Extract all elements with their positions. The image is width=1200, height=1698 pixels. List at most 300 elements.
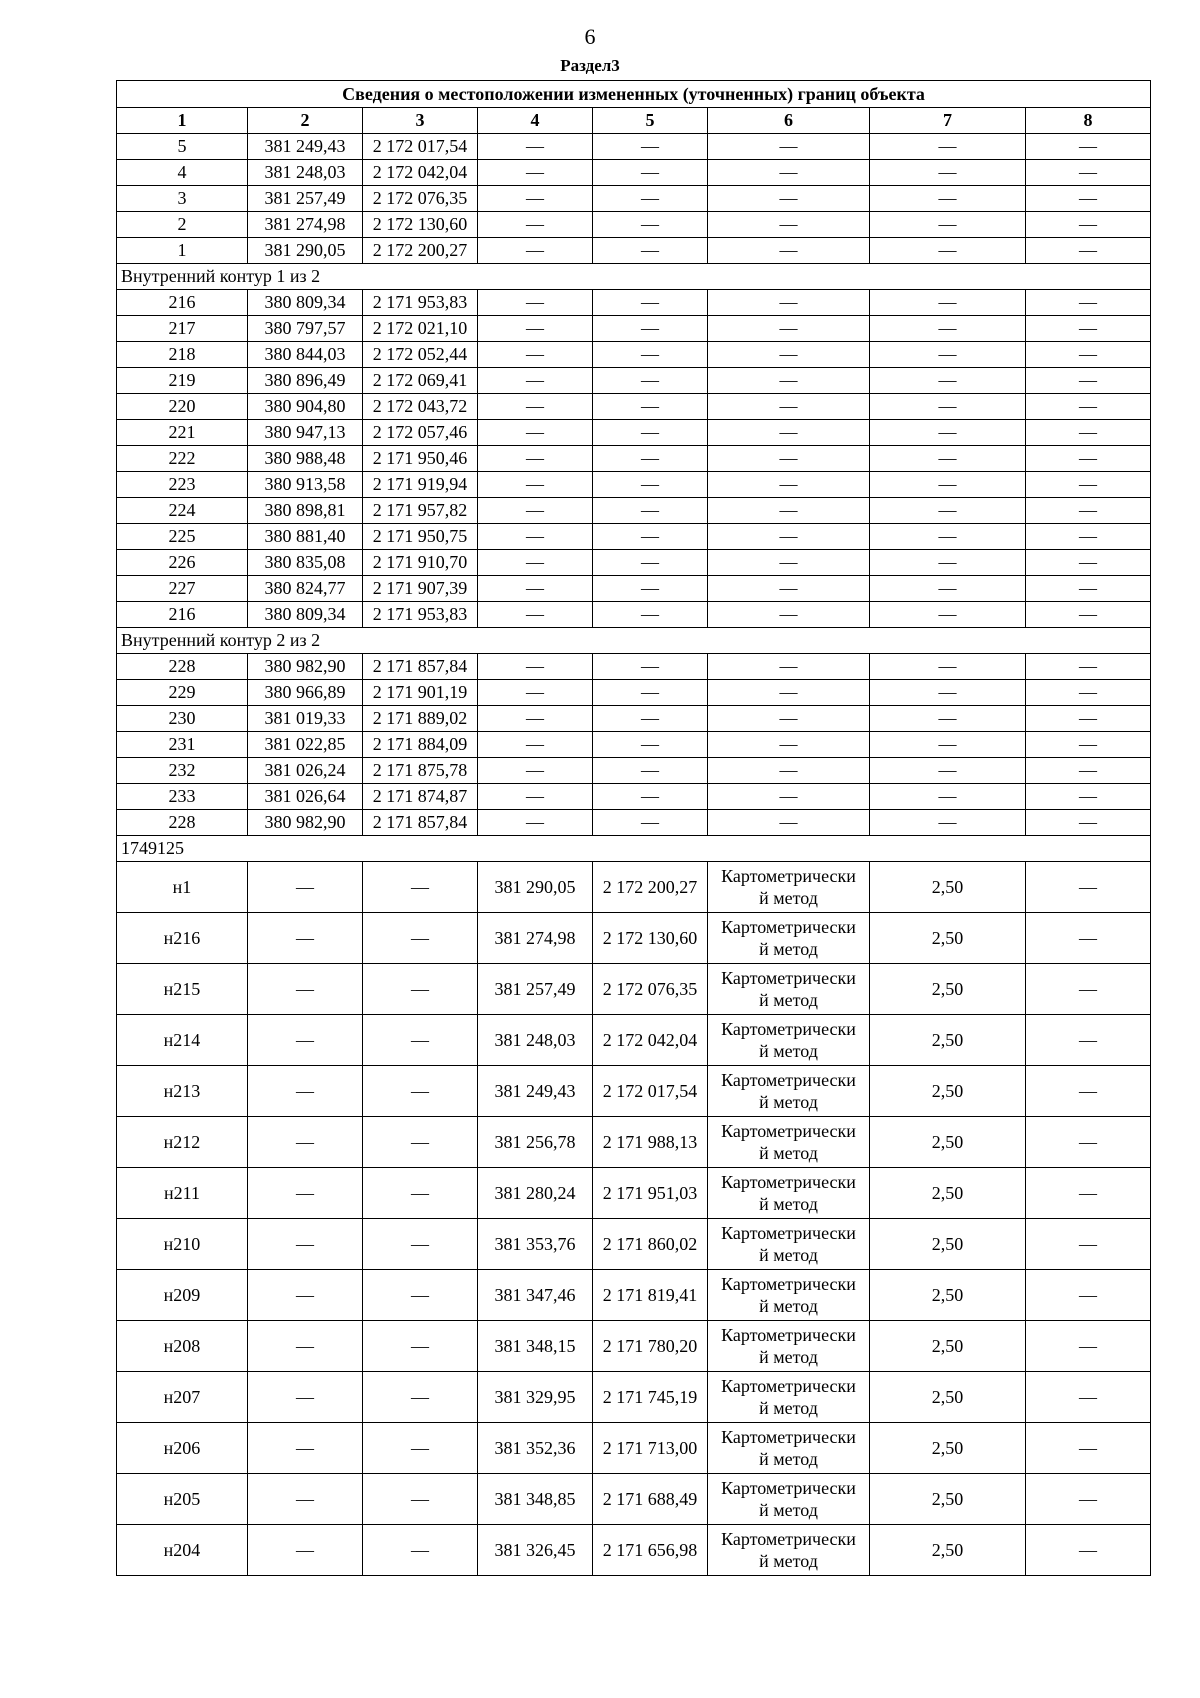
table-cell: — [478,134,593,160]
table-cell: — [248,1372,363,1423]
table-cell: — [870,654,1026,680]
table-caption: Сведения о местоположении измененных (уточненных) границ объекта [117,81,1151,108]
table-cell: 380 904,80 [248,394,363,420]
table-cell: — [708,134,870,160]
table-cell: 2,50 [870,1474,1026,1525]
table-cell: — [870,732,1026,758]
table-cell: 380 824,77 [248,576,363,602]
table-cell: — [1026,368,1151,394]
table-cell: 2 171 745,19 [593,1372,708,1423]
table-cell: — [708,342,870,368]
table-cell: — [248,1423,363,1474]
table-cell: 223 [117,472,248,498]
table-cell: — [363,1270,478,1321]
section-title: Раздел3 [560,56,620,75]
table-cell: — [870,394,1026,420]
table-cell: 1 [117,238,248,264]
table-cell: — [248,1066,363,1117]
table-cell: — [478,732,593,758]
table-cell: — [708,368,870,394]
contour-group-row [117,264,1151,290]
table-cell: — [1026,784,1151,810]
table-cell: — [1026,420,1151,446]
table-cell: 2 171 957,82 [363,498,478,524]
table-cell: 2 171 874,87 [363,784,478,810]
table-cell: — [708,446,870,472]
table-cell: — [1026,472,1151,498]
table-cell: — [1026,1117,1151,1168]
table-cell: 2 172 076,35 [593,964,708,1015]
table-cell: — [1026,706,1151,732]
table-cell: Картометрически й метод [708,1168,870,1219]
table-cell: — [478,446,593,472]
page-number: 6 [584,24,596,49]
table-cell: — [708,654,870,680]
table-cell: — [593,316,708,342]
table-cell: 381 256,78 [478,1117,593,1168]
table-cell: — [593,420,708,446]
table-cell: н205 [117,1474,248,1525]
column-number: 3 [363,108,478,134]
table-cell: 216 [117,602,248,628]
table-cell: 224 [117,498,248,524]
table-cell: — [708,732,870,758]
table-cell: — [1026,862,1151,913]
table-cell: — [593,654,708,680]
table-cell: — [1026,550,1151,576]
table-cell: — [478,212,593,238]
table-cell: 2 171 713,00 [593,1423,708,1474]
table-cell: — [363,964,478,1015]
table-cell: — [478,420,593,446]
table-row [117,550,1151,576]
table-cell: — [1026,1525,1151,1576]
table-cell: 381 329,95 [478,1372,593,1423]
column-number: 8 [1026,108,1151,134]
table-cell: — [248,1168,363,1219]
table-cell: 380 809,34 [248,290,363,316]
table-cell: — [708,576,870,602]
table-cell: 2 172 042,04 [593,1015,708,1066]
table-cell: — [478,160,593,186]
table-cell: — [593,524,708,550]
table-cell: 380 966,89 [248,680,363,706]
table-row [117,1219,1151,1270]
table-cell: н206 [117,1423,248,1474]
table-cell: — [248,1321,363,1372]
table-cell: н212 [117,1117,248,1168]
table-cell: 226 [117,550,248,576]
table-cell: — [248,1270,363,1321]
table-cell: 2 [117,212,248,238]
table-cell: 217 [117,316,248,342]
table-row [117,420,1151,446]
table-cell: — [363,1066,478,1117]
table-cell: 2 171 688,49 [593,1474,708,1525]
table-cell: 380 809,34 [248,602,363,628]
table-cell: — [708,810,870,836]
table-cell: 380 947,13 [248,420,363,446]
table-caption-row [117,81,1151,108]
table-cell: — [478,654,593,680]
table-cell: — [593,732,708,758]
table-cell: — [1026,394,1151,420]
table-cell: — [593,472,708,498]
table-cell: — [1026,1168,1151,1219]
table-cell: — [1026,1321,1151,1372]
table-cell: 381 257,49 [478,964,593,1015]
table-cell: 2 171 875,78 [363,758,478,784]
table-cell: — [363,862,478,913]
table-cell: 381 347,46 [478,1270,593,1321]
table-cell: 2 172 130,60 [363,212,478,238]
table-cell: — [478,472,593,498]
table-cell: — [708,316,870,342]
table-cell: 2 172 200,27 [363,238,478,264]
table-cell: — [593,160,708,186]
table-row [117,862,1151,913]
table-cell: — [870,498,1026,524]
table-cell: — [708,212,870,238]
table-cell: 381 290,05 [248,238,363,264]
table-row [117,1525,1151,1576]
table-cell: — [1026,758,1151,784]
table-cell: — [870,602,1026,628]
table-cell: — [870,316,1026,342]
table-cell: 2,50 [870,1270,1026,1321]
table-cell: 228 [117,654,248,680]
table-cell: — [870,472,1026,498]
contour-group-row [117,628,1151,654]
table-cell: — [708,524,870,550]
table-cell: 381 248,03 [248,160,363,186]
table-cell: 2,50 [870,913,1026,964]
table-cell: 2 171 857,84 [363,810,478,836]
table-cell: — [870,238,1026,264]
table-row [117,186,1151,212]
table-cell: — [363,1372,478,1423]
table-cell: 5 [117,134,248,160]
table-cell: 381 353,76 [478,1219,593,1270]
table-cell: — [363,1474,478,1525]
table-cell: 2 172 021,10 [363,316,478,342]
contour-group-row [117,836,1151,862]
table-cell: 2,50 [870,1219,1026,1270]
table-row [117,472,1151,498]
table-row [117,654,1151,680]
table-cell: 2 171 907,39 [363,576,478,602]
table-row [117,160,1151,186]
table-cell: Картометрически й метод [708,1525,870,1576]
table-row [117,706,1151,732]
table-cell: Картометрически й метод [708,1219,870,1270]
table-cell: — [1026,602,1151,628]
table-cell: — [593,602,708,628]
table-cell: — [478,316,593,342]
table-cell: — [478,290,593,316]
table-cell: н215 [117,964,248,1015]
table-cell: 380 913,58 [248,472,363,498]
table-cell: 2,50 [870,1168,1026,1219]
table-cell: 2 171 901,19 [363,680,478,706]
table-cell: 381 290,05 [478,862,593,913]
table-cell: 2 172 069,41 [363,368,478,394]
table-cell: — [363,1423,478,1474]
table-cell: — [1026,913,1151,964]
table-cell: 380 982,90 [248,654,363,680]
table-cell: — [593,212,708,238]
table-cell: — [708,420,870,446]
table-cell: — [363,1015,478,1066]
table-row [117,134,1151,160]
table-row [117,964,1151,1015]
table-cell: — [478,498,593,524]
table-cell: 2,50 [870,964,1026,1015]
table-row [117,576,1151,602]
contour-group-label: Внутренний контур 2 из 2 [117,628,1151,654]
table-cell: — [363,1168,478,1219]
table-cell: — [708,498,870,524]
table-cell: 380 835,08 [248,550,363,576]
table-cell: 380 898,81 [248,498,363,524]
table-cell: 4 [117,160,248,186]
table-cell: 2,50 [870,1066,1026,1117]
table-row [117,784,1151,810]
column-number: 6 [708,108,870,134]
table-cell: — [870,134,1026,160]
table-cell: Картометрически й метод [708,1474,870,1525]
table-cell: 2 171 860,02 [593,1219,708,1270]
table-cell: 381 022,85 [248,732,363,758]
table-cell: — [248,862,363,913]
table-cell: — [1026,316,1151,342]
table-cell: — [248,1525,363,1576]
table-cell: 2,50 [870,1117,1026,1168]
table-cell: 2,50 [870,1372,1026,1423]
table-cell: н1 [117,862,248,913]
table-cell: 230 [117,706,248,732]
table-row [117,732,1151,758]
table-cell: — [870,706,1026,732]
table-cell: — [248,913,363,964]
table-cell: — [478,680,593,706]
table-cell: — [870,368,1026,394]
table-cell: — [870,758,1026,784]
table-row [117,394,1151,420]
table-cell: — [1026,290,1151,316]
table-row [117,1372,1151,1423]
column-number: 2 [248,108,363,134]
table-cell: 2 171 857,84 [363,654,478,680]
table-cell: 2 172 017,54 [593,1066,708,1117]
table-cell: 2 171 656,98 [593,1525,708,1576]
table-cell: 219 [117,368,248,394]
table-cell: Картометрически й метод [708,913,870,964]
table-cell: — [593,706,708,732]
table-cell: 228 [117,810,248,836]
table-cell: — [478,238,593,264]
table-cell: — [1026,1270,1151,1321]
table-cell: — [248,1219,363,1270]
table-cell: 2 171 910,70 [363,550,478,576]
table-cell: 380 844,03 [248,342,363,368]
table-cell: 225 [117,524,248,550]
table-cell: — [478,784,593,810]
table-cell: — [870,550,1026,576]
table-cell: — [478,394,593,420]
table-cell: н210 [117,1219,248,1270]
table-cell: — [870,524,1026,550]
table-cell: — [248,1117,363,1168]
table-cell: — [593,498,708,524]
table-cell: 2 171 953,83 [363,602,478,628]
table-cell: — [870,186,1026,212]
table-cell: — [363,913,478,964]
table-row [117,290,1151,316]
table-cell: — [248,1015,363,1066]
table-cell: — [708,550,870,576]
table-cell: — [1026,498,1151,524]
table-cell: 2 172 200,27 [593,862,708,913]
table-cell: — [1026,732,1151,758]
table-cell: 2 171 819,41 [593,1270,708,1321]
table-cell: 2 172 076,35 [363,186,478,212]
table-cell: 380 982,90 [248,810,363,836]
table-cell: — [478,342,593,368]
table-row [117,1168,1151,1219]
table-cell: 2 172 017,54 [363,134,478,160]
table-cell: 2 172 043,72 [363,394,478,420]
table-cell: 381 280,24 [478,1168,593,1219]
table-cell: — [1026,238,1151,264]
table-cell: 2 171 953,83 [363,290,478,316]
table-cell: — [1026,160,1151,186]
table-cell: — [593,342,708,368]
table-cell: 2 171 988,13 [593,1117,708,1168]
table-cell: — [478,186,593,212]
table-cell: 221 [117,420,248,446]
table-row [117,1117,1151,1168]
table-cell: 2 172 057,46 [363,420,478,446]
table-cell: — [593,186,708,212]
table-cell: — [478,576,593,602]
table-cell: 2,50 [870,1015,1026,1066]
table-cell: — [1026,1066,1151,1117]
table-cell: 2,50 [870,1321,1026,1372]
table-cell: 381 257,49 [248,186,363,212]
table-row [117,524,1151,550]
table-row [117,758,1151,784]
table-cell: — [593,238,708,264]
table-cell: — [1026,810,1151,836]
table-cell: н214 [117,1015,248,1066]
table-cell: — [1026,576,1151,602]
table-cell: — [870,576,1026,602]
table-row [117,212,1151,238]
table-cell: 381 274,98 [248,212,363,238]
contour-group-label: 1749125 [117,836,1151,862]
table-row [117,680,1151,706]
table-cell: 381 019,33 [248,706,363,732]
table-cell: 2,50 [870,1423,1026,1474]
table-cell: 380 988,48 [248,446,363,472]
table-cell: 381 326,45 [478,1525,593,1576]
table-cell: — [1026,134,1151,160]
table-cell: — [1026,1474,1151,1525]
table-cell: — [708,394,870,420]
table-cell: 2 172 052,44 [363,342,478,368]
table-cell: Картометрически й метод [708,1372,870,1423]
table-cell: — [708,472,870,498]
table-row [117,238,1151,264]
table-cell: — [870,342,1026,368]
table-row [117,1270,1151,1321]
table-cell: — [870,810,1026,836]
table-cell: — [1026,212,1151,238]
table-cell: — [593,290,708,316]
table-cell: — [363,1219,478,1270]
column-number: 1 [117,108,248,134]
table-cell: — [593,758,708,784]
table-cell: Картометрически й метод [708,862,870,913]
table-row [117,1015,1151,1066]
table-cell: — [593,394,708,420]
table-cell: 2 171 884,09 [363,732,478,758]
table-cell: 2 171 950,75 [363,524,478,550]
table-cell: — [870,784,1026,810]
table-cell: — [593,134,708,160]
table-cell: 381 348,15 [478,1321,593,1372]
table-row [117,1321,1151,1372]
table-cell: 3 [117,186,248,212]
table-cell: — [708,290,870,316]
table-row [117,1474,1151,1525]
table-cell: — [363,1525,478,1576]
table-cell: — [1026,342,1151,368]
table-cell: 2 171 951,03 [593,1168,708,1219]
table-cell: н209 [117,1270,248,1321]
table-cell: — [593,550,708,576]
table-cell: 231 [117,732,248,758]
table-cell: 220 [117,394,248,420]
table-cell: 381 248,03 [478,1015,593,1066]
table-cell: Картометрически й метод [708,1321,870,1372]
table-row [117,1423,1151,1474]
table-cell: н208 [117,1321,248,1372]
table-cell: — [1026,654,1151,680]
table-cell: 2 171 889,02 [363,706,478,732]
table-row [117,810,1151,836]
table-cell: 381 026,64 [248,784,363,810]
column-number: 7 [870,108,1026,134]
table-cell: — [593,446,708,472]
table-cell: — [708,784,870,810]
table-cell: — [248,964,363,1015]
table-cell: — [478,758,593,784]
table-cell: Картометрически й метод [708,1015,870,1066]
table-cell: 2,50 [870,1525,1026,1576]
table-cell: — [870,420,1026,446]
table-cell: 218 [117,342,248,368]
table-row [117,1066,1151,1117]
table-row [117,316,1151,342]
table-cell: Картометрически й метод [708,1117,870,1168]
table-row [117,498,1151,524]
table-cell: — [708,602,870,628]
table-cell: Картометрически й метод [708,1270,870,1321]
table-cell: — [708,758,870,784]
table-cell: — [1026,1423,1151,1474]
